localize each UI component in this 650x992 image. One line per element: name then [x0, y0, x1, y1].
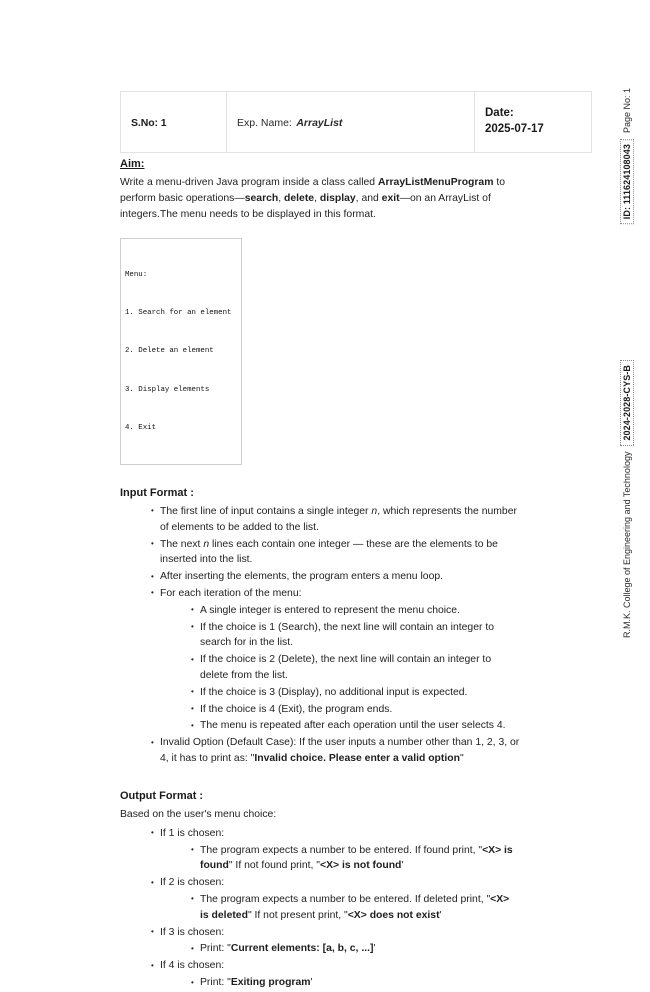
code-line: 2. Delete an element [125, 347, 214, 356]
list-item [191, 892, 520, 924]
input-bullet-4-label: For each iteration of the menu: [160, 587, 302, 599]
aim-text-tail: —on an ArrayList of integers.The menu needs to be displayed in this format. [120, 192, 491, 220]
code-line: Menu: [125, 270, 148, 279]
aim-operation-delete: delete [284, 192, 315, 204]
case1-detail-pre: The program expects a number to be entered. If found print, " [200, 844, 483, 856]
list-item: • If the choice is 2 (Delete), the next line will contain an integer to delete from the list. [191, 652, 520, 684]
batch-code-value: 2024-2028-CYS-B [620, 360, 634, 446]
case4-exit-message: Exiting program [230, 977, 311, 989]
output-format-intro: Based on the user's menu choice: [120, 808, 277, 820]
case4-detail-pre: Print: " [200, 977, 231, 989]
date-label: Date: [485, 107, 514, 120]
case1-found-message: <X> is found [200, 844, 513, 872]
student-id-stamp [620, 88, 634, 224]
input-bullet-2-pre: The next [160, 538, 204, 550]
output-format-list [120, 826, 520, 991]
case2-detail-post: ' [439, 909, 442, 921]
list-item [191, 975, 520, 991]
invalid-option-pre: Invalid Option (Default Case): If the user inputs a number other than 1, 2, 3, or 4, it has to print as: " [160, 737, 520, 765]
menu-code-block [120, 238, 242, 464]
aim-class-name: ArrayListMenuProgram [377, 177, 494, 188]
output-format-heading: Output Format : [120, 789, 204, 802]
serial-number-cell [121, 92, 227, 153]
experiment-name-label: Exp. Name: [237, 117, 292, 129]
input-bullet-1-pre: The first line of input contains a single integer [160, 505, 372, 517]
case2-deleted-message: <X> is deleted [200, 893, 510, 921]
aim-sep-2: , [314, 192, 320, 204]
experiment-name-cell [227, 92, 475, 153]
list-item [151, 958, 520, 991]
list-item: • After inserting the elements, the program enters a menu loop. [151, 569, 520, 585]
output-case-1-sublist [160, 843, 520, 875]
document-content [120, 158, 520, 992]
input-format-heading: Input Format : [120, 486, 194, 499]
table-row [121, 92, 592, 153]
case1-detail-mid: " If not found print, " [228, 860, 320, 872]
code-line: 3. Display elements [125, 385, 210, 394]
aim-heading: Aim: [120, 158, 145, 170]
college-name-label: R.M.K. College of Engineering and Technology [622, 451, 632, 638]
case4-detail-post: ' [310, 977, 313, 989]
code-line: 1. Search for an element [125, 309, 232, 318]
aim-operation-search: search [244, 192, 279, 204]
case1-detail-post: ' [401, 860, 404, 872]
list-item: • The menu is repeated after each operation until the user selects 4. [191, 718, 520, 734]
list-item [151, 925, 520, 958]
input-bullet-2-post: lines each contain one integer — these are the elements to be inserted into the list. [160, 538, 498, 566]
output-case-4-label: If 4 is chosen: [160, 960, 225, 972]
case3-detail-post: ' [373, 943, 376, 955]
output-case-1-label: If 1 is chosen: [160, 827, 225, 839]
input-bullet-1-var: n [371, 505, 378, 517]
aim-paragraph [120, 175, 520, 222]
experiment-header-table [120, 91, 592, 153]
output-case-2-sublist [160, 892, 520, 924]
output-case-2-label: If 2 is chosen: [160, 877, 225, 889]
input-bullet-2-var: n [203, 538, 210, 550]
aim-sep-3: , and [355, 192, 382, 204]
list-item [151, 875, 520, 923]
input-format-list [120, 504, 520, 767]
experiment-name-value: ArrayList [296, 117, 343, 129]
list-item [191, 843, 520, 875]
list-item [151, 586, 520, 734]
aim-operation-display: display [319, 192, 356, 204]
date-cell [475, 92, 592, 153]
list-item: • If the choice is 4 (Exit), the program ends. [191, 702, 520, 718]
list-item: • A single integer is entered to represent the menu choice. [191, 603, 520, 619]
list-item [151, 735, 520, 767]
student-id-value: ID: 111624108043 [620, 139, 634, 224]
page-number-label: Page No: 1 [622, 88, 632, 134]
college-stamp [620, 360, 634, 638]
aim-text-2: to perform basic operations— [120, 177, 506, 204]
list-item [151, 504, 520, 536]
date-value: 2025-07-17 [485, 123, 544, 135]
list-item [151, 826, 520, 874]
case2-not-exist-message: <X> does not exist [347, 909, 440, 921]
list-item: • If the choice is 3 (Display), no additional input is expected. [191, 685, 520, 701]
menu-iteration-sublist [160, 603, 520, 735]
aim-text-1: Write a menu-driven Java program inside a class called [120, 177, 378, 188]
invalid-option-message: Invalid choice. Please enter a valid option [254, 753, 460, 765]
list-item [151, 537, 520, 569]
list-item: • If the choice is 1 (Search), the next line will contain an integer to search for in the list. [191, 620, 520, 652]
case2-detail-mid: " If not present print, " [247, 909, 348, 921]
output-case-4-sublist [160, 975, 520, 991]
serial-number-label: S.No: 1 [131, 117, 167, 129]
case3-detail-pre: Print: " [200, 943, 231, 955]
aim-sep-1: , [278, 192, 285, 204]
aim-operation-exit: exit [381, 192, 400, 204]
output-case-3-sublist [160, 941, 520, 957]
invalid-option-post: " [459, 753, 464, 765]
list-item [191, 941, 520, 957]
case3-display-message: Current elements: [a, b, c, ...] [230, 943, 374, 955]
code-line: 4. Exit [125, 423, 157, 432]
case1-not-found-message: <X> is not found [320, 860, 402, 872]
input-bullet-1-post: , which represents the number of elements to be added to the list. [160, 505, 517, 533]
case2-detail-pre: The program expects a number to be entered. If deleted print, " [200, 893, 491, 905]
output-case-3-label: If 3 is chosen: [160, 926, 225, 938]
